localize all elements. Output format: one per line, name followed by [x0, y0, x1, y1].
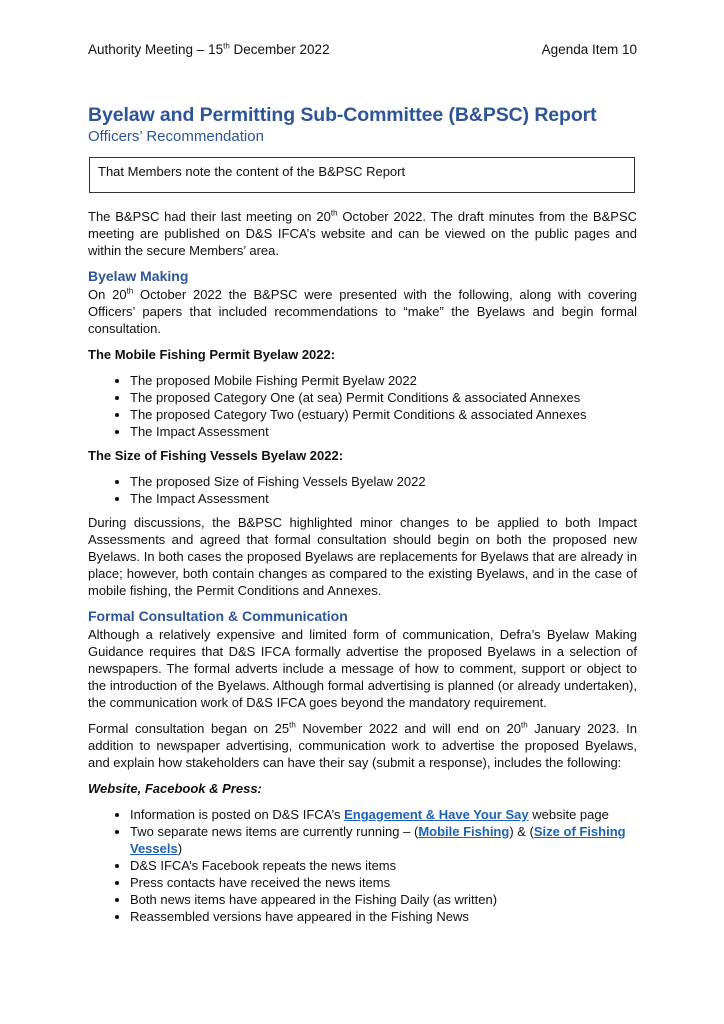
header-agenda-item: Agenda Item 10: [541, 42, 637, 57]
size-byelaw-list: [88, 473, 637, 507]
discussion-paragraph: During discussions, the B&PSC highlighted minor changes to be applied to both Impact Assessments and agreed that formal consultation should begin on both the proposed new Byelaws. In both cases the proposed Byelaws are replacements for Byelaws that are already in place; however, both contain changes as compared to the existing Byelaws, and in the case of mobile fishing, the Permit Conditions and Annexes.: [88, 515, 637, 598]
mobile-byelaw-list: [88, 372, 637, 440]
intro-sup: th: [330, 208, 338, 218]
list-item: • The Impact Assessment: [130, 423, 637, 440]
consultation-paragraph-2: [88, 720, 637, 771]
list-item: • The proposed Category One (at sea) Permit Conditions & associated Annexes: [130, 389, 637, 406]
web-press-heading: Website, Facebook & Press:: [88, 781, 262, 796]
byelaw-sup: th: [126, 286, 134, 296]
report-body: [88, 208, 637, 932]
byelaw-making-paragraph: [88, 286, 637, 337]
list-item: • D&S IFCA’s Facebook repeats the news items: [130, 857, 637, 874]
recommendation-box: That Members note the content of the B&PSC Report: [89, 157, 635, 193]
header-sup: th: [223, 41, 230, 51]
list-item: • The proposed Mobile Fishing Permit Byelaw 2022: [130, 372, 637, 389]
size-of-fishing-vessels-link[interactable]: Size of Fishing Vessels: [130, 824, 626, 856]
mobile-fishing-link[interactable]: Mobile Fishing: [418, 824, 510, 839]
list-item: • Press contacts have received the news items: [130, 874, 637, 891]
list-item: [130, 823, 637, 857]
list-item: • The Impact Assessment: [130, 490, 637, 507]
list-item: • The proposed Category Two (estuary) Permit Conditions & associated Annexes: [130, 406, 637, 423]
header-meeting-date: December 2022: [229, 42, 330, 57]
intro-text-a: The B&PSC had their last meeting on 20: [88, 209, 331, 224]
consult-sup-1: th: [289, 720, 296, 730]
consult-text-a: Formal consultation began on 25: [88, 721, 290, 736]
list-item: • Reassembled versions have appeared in the Fishing News: [130, 908, 637, 925]
byelaw-text-a: On 20: [88, 287, 127, 302]
size-byelaw-heading: The Size of Fishing Vessels Byelaw 2022:: [88, 448, 344, 463]
byelaw-text-b: October 2022 the B&PSC were presented with the following, along with covering Officers’ papers that included recommendations to “make” the Byelaws and begin formal consultation.: [88, 287, 637, 336]
item2-text-b: ) & (: [509, 824, 534, 839]
list-item: • Both news items have appeared in the Fishing Daily (as written): [130, 891, 637, 908]
header-meeting: [88, 42, 330, 57]
item1-text-a: Information is posted on D&S IFCA’s: [130, 807, 345, 822]
page-title: Byelaw and Permitting Sub-Committee (B&PSC) Report: [88, 104, 597, 126]
byelaw-making-heading: Byelaw Making: [88, 268, 189, 284]
mobile-byelaw-heading: The Mobile Fishing Permit Byelaw 2022:: [88, 347, 336, 362]
page-subtitle: Officers’ Recommendation: [88, 128, 264, 145]
intro-text-b: October 2022. The draft minutes from the B&PSC meeting are published on D&S IFCA’s website and can be viewed on the public pages and within the secure Members’ area.: [88, 209, 637, 258]
header-meeting-text: Authority Meeting – 15: [88, 42, 224, 57]
item2-text-c: ): [177, 841, 183, 856]
consult-sup-2: th: [521, 720, 528, 730]
consult-text-c: January 2023. In addition to newspaper advertising, communication work to advertise the proposed Byelaws, and explain how stakeholders can have their say (submit a response), includes the following:: [88, 721, 637, 770]
consultation-heading: Formal Consultation & Communication: [88, 608, 348, 624]
list-item: • The proposed Size of Fishing Vessels Byelaw 2022: [130, 473, 637, 490]
list-item: [130, 806, 637, 823]
consult-text-b: November 2022 and will end on 20: [295, 721, 521, 736]
engagement-link[interactable]: Engagement & Have Your Say: [344, 807, 529, 822]
item1-text-b: website page: [528, 807, 609, 822]
web-press-list: [88, 806, 637, 925]
consultation-paragraph-1: Although a relatively expensive and limited form of communication, Defra’s Byelaw Making Guidance requires that D&S IFCA formally advertise the proposed Byelaws in a selection of newspapers. The formal adverts include a message of how to comment, support or object to the introduction of the Byelaws. Although formal advertising is planned (or already undertaken), the communication work of D&S IFCA goes beyond the mandatory requirement.: [88, 627, 637, 710]
item2-text-a: Two separate news items are currently running – (: [130, 824, 419, 839]
intro-paragraph: [88, 208, 637, 259]
